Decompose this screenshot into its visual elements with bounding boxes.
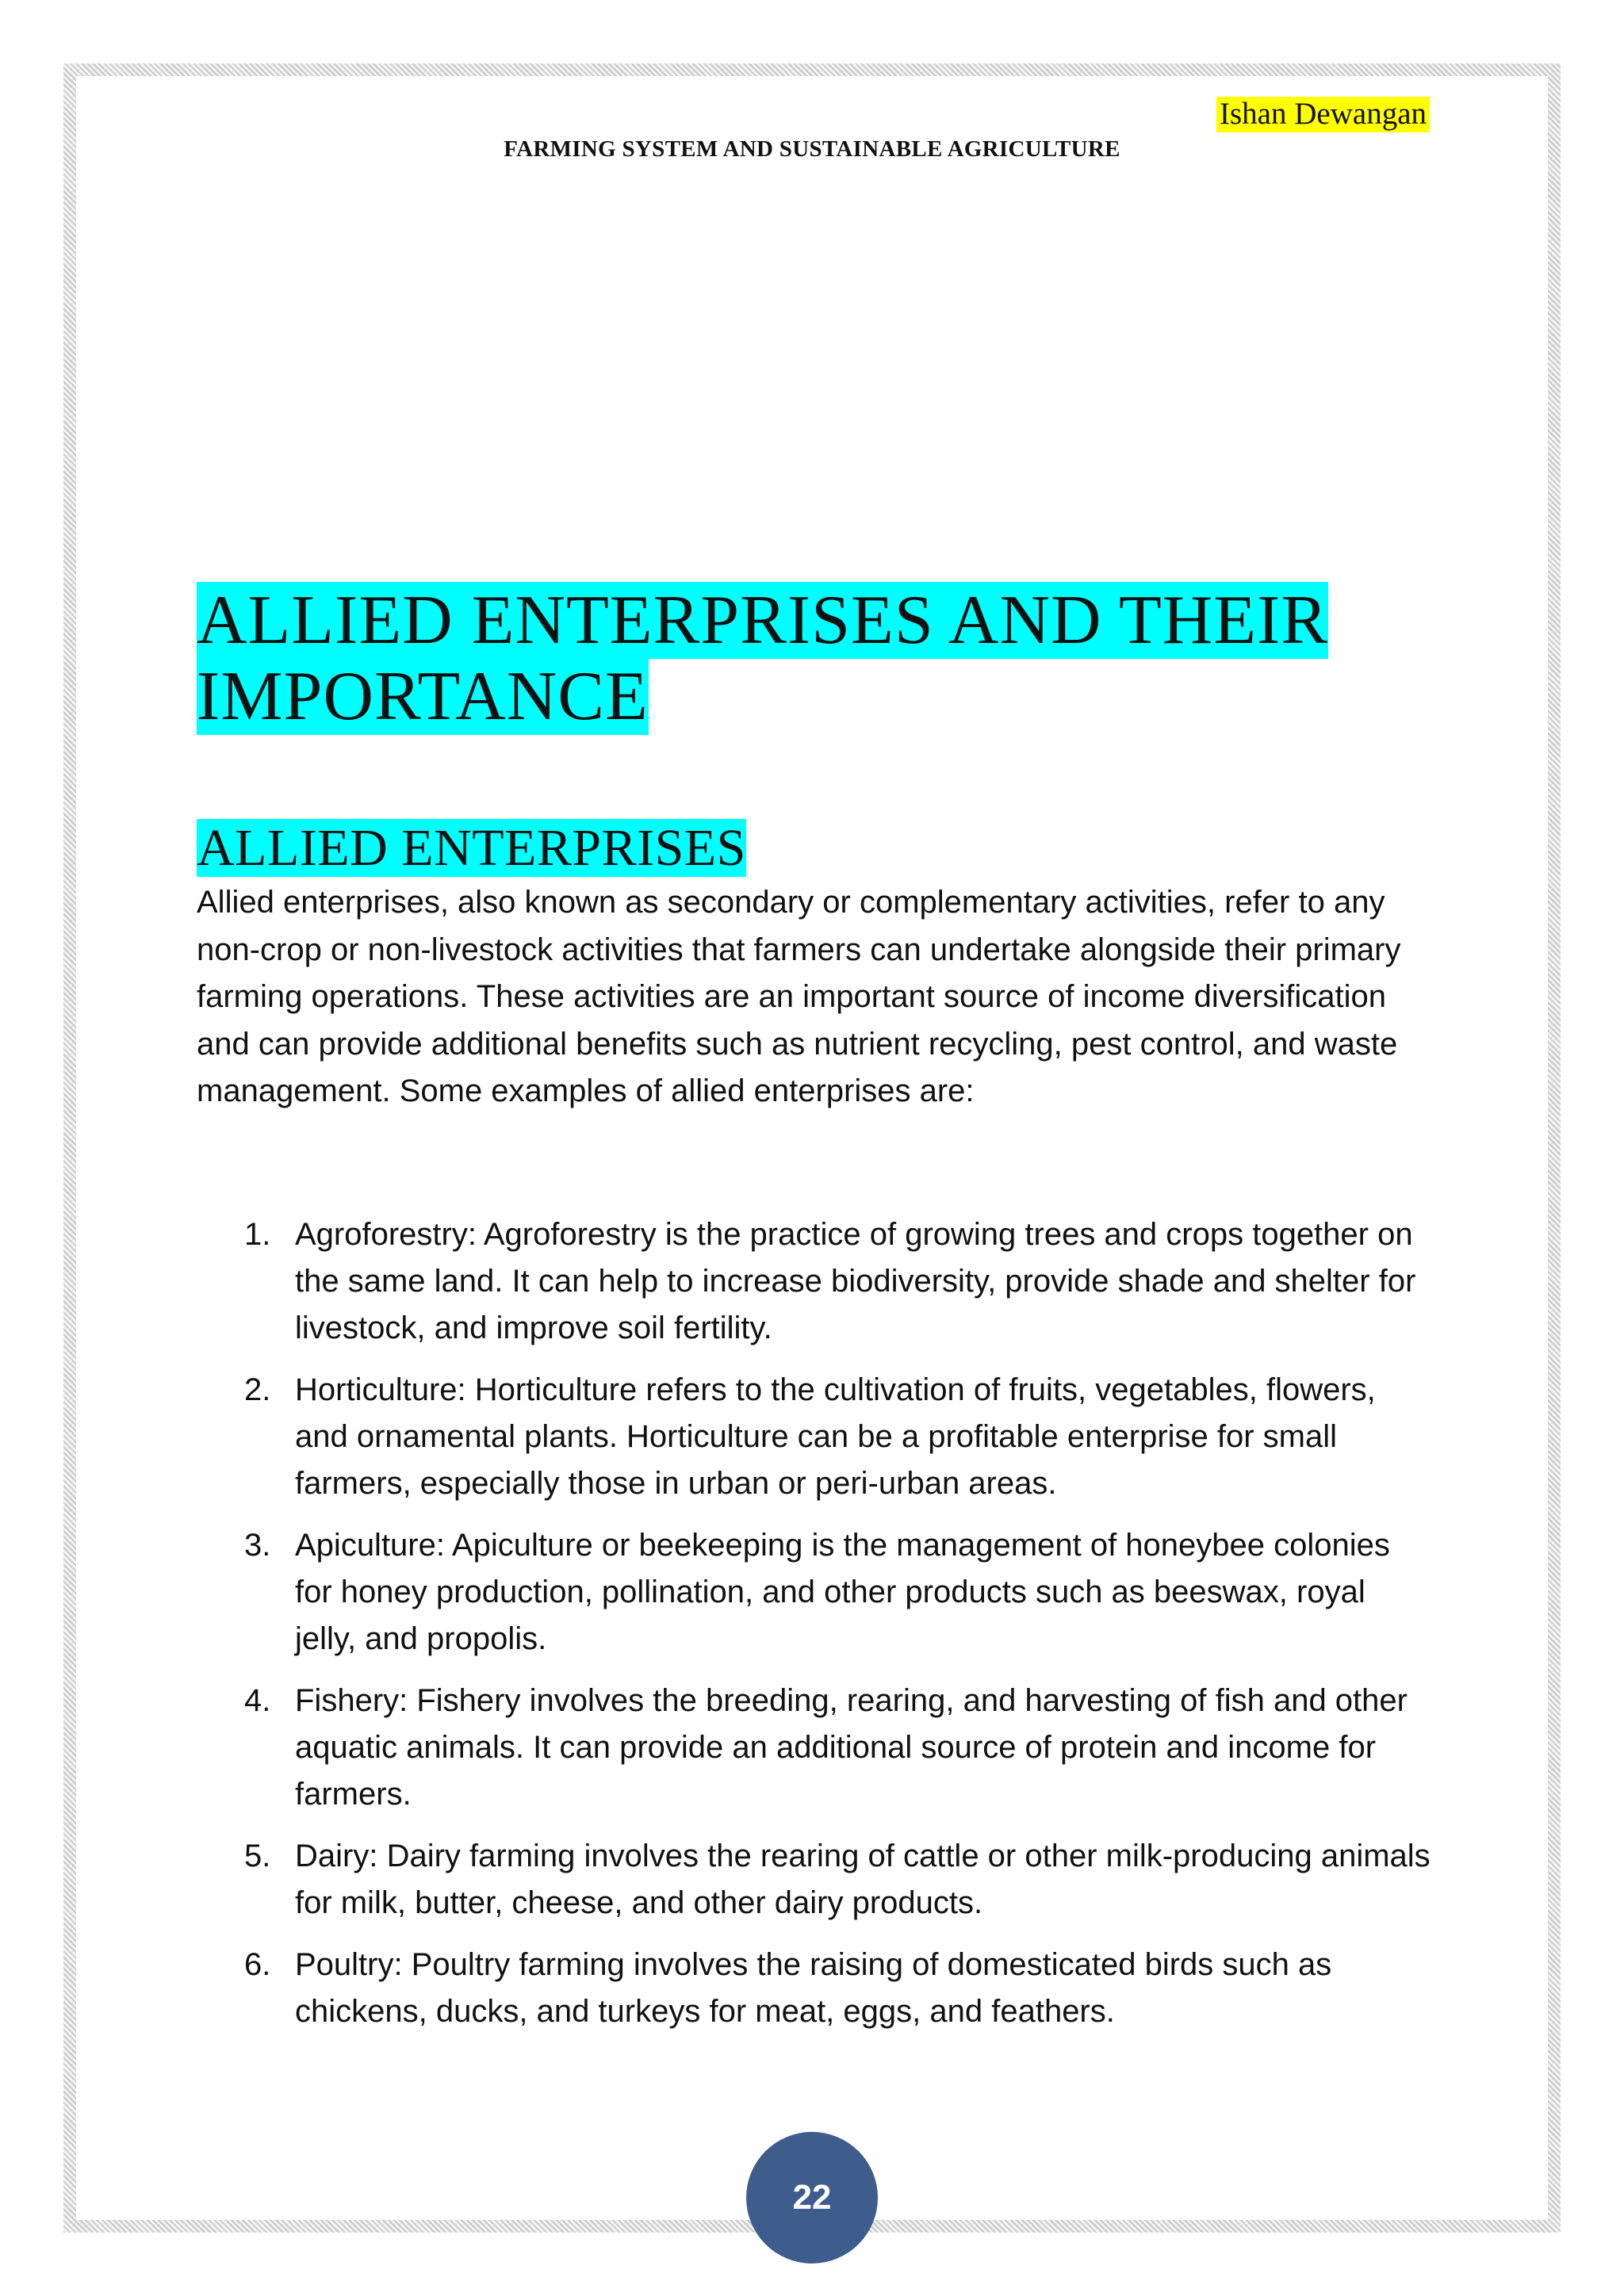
list-item-number: 2. (244, 1372, 271, 1407)
list-item-text: Fishery: Fishery involves the breeding, rearing, and harvesting of fish and other aquatic animals. It can provide an additional source of protein and income for farmers. (295, 1683, 1408, 1812)
list-item-number: 6. (244, 1947, 271, 1982)
list-item-number: 5. (244, 1839, 271, 1873)
page-title-text: ALLIED ENTERPRISES AND THEIR IMPORTANCE (197, 582, 1329, 735)
list-item-number: 3. (244, 1528, 271, 1563)
list-item-number: 4. (244, 1683, 271, 1718)
list-item-text: Poultry: Poultry farming involves the raising of domesticated birds such as chickens, ducks, and turkeys for meat, eggs, and feathers. (295, 1947, 1332, 2029)
list-item-text: Agroforestry: Agroforestry is the practice of growing trees and crops together on the same land. It can help to increase biodiversity, provide shade and shelter for livestock, and improve soil fertility. (295, 1217, 1416, 1345)
list-item-text: Horticulture: Horticulture refers to the cultivation of fruits, vegetables, flowers, and ornamental plants. Horticulture can be a profitable enterprise for small farmers, especially those in urban or peri-urban areas. (295, 1372, 1376, 1501)
list-item (197, 1211, 1434, 1352)
list-item (197, 1833, 1434, 1927)
enterprise-list (197, 1211, 1434, 2050)
author-name: Ishan Dewangan (1216, 97, 1430, 132)
page-number: 22 (792, 2178, 832, 2217)
list-item (197, 1942, 1434, 2035)
list-item-text: Apiculture: Apiculture or beekeeping is the management of honeybee colonies for honey production, pollination, and other products such as beeswax, royal jelly, and propolis. (295, 1528, 1390, 1656)
page-title (197, 583, 1434, 735)
intro-paragraph: Allied enterprises, also known as secondary or complementary activities, refer to any non-crop or non-livestock activities that farmers can undertake alongside their primary farming operations. These activities are an important source of income diversification and can provide additional benefits such as nutrient recycling, pest control, and waste management. Some examples of allied enterprises are: (197, 885, 1401, 1108)
list-item (197, 1367, 1434, 1507)
section-heading-text: ALLIED ENTERPRISES (197, 819, 746, 877)
list-item-number: 1. (244, 1217, 271, 1252)
list-item (197, 1522, 1434, 1663)
page-number-badge (746, 2132, 878, 2263)
section-heading (197, 817, 746, 880)
list-item-text: Dairy: Dairy farming involves the rearing of cattle or other milk-producing animals for milk, butter, cheese, and other dairy products. (295, 1839, 1431, 1920)
running-header: FARMING SYSTEM AND SUSTAINABLE AGRICULTURE (504, 136, 1120, 162)
list-item (197, 1678, 1434, 1818)
